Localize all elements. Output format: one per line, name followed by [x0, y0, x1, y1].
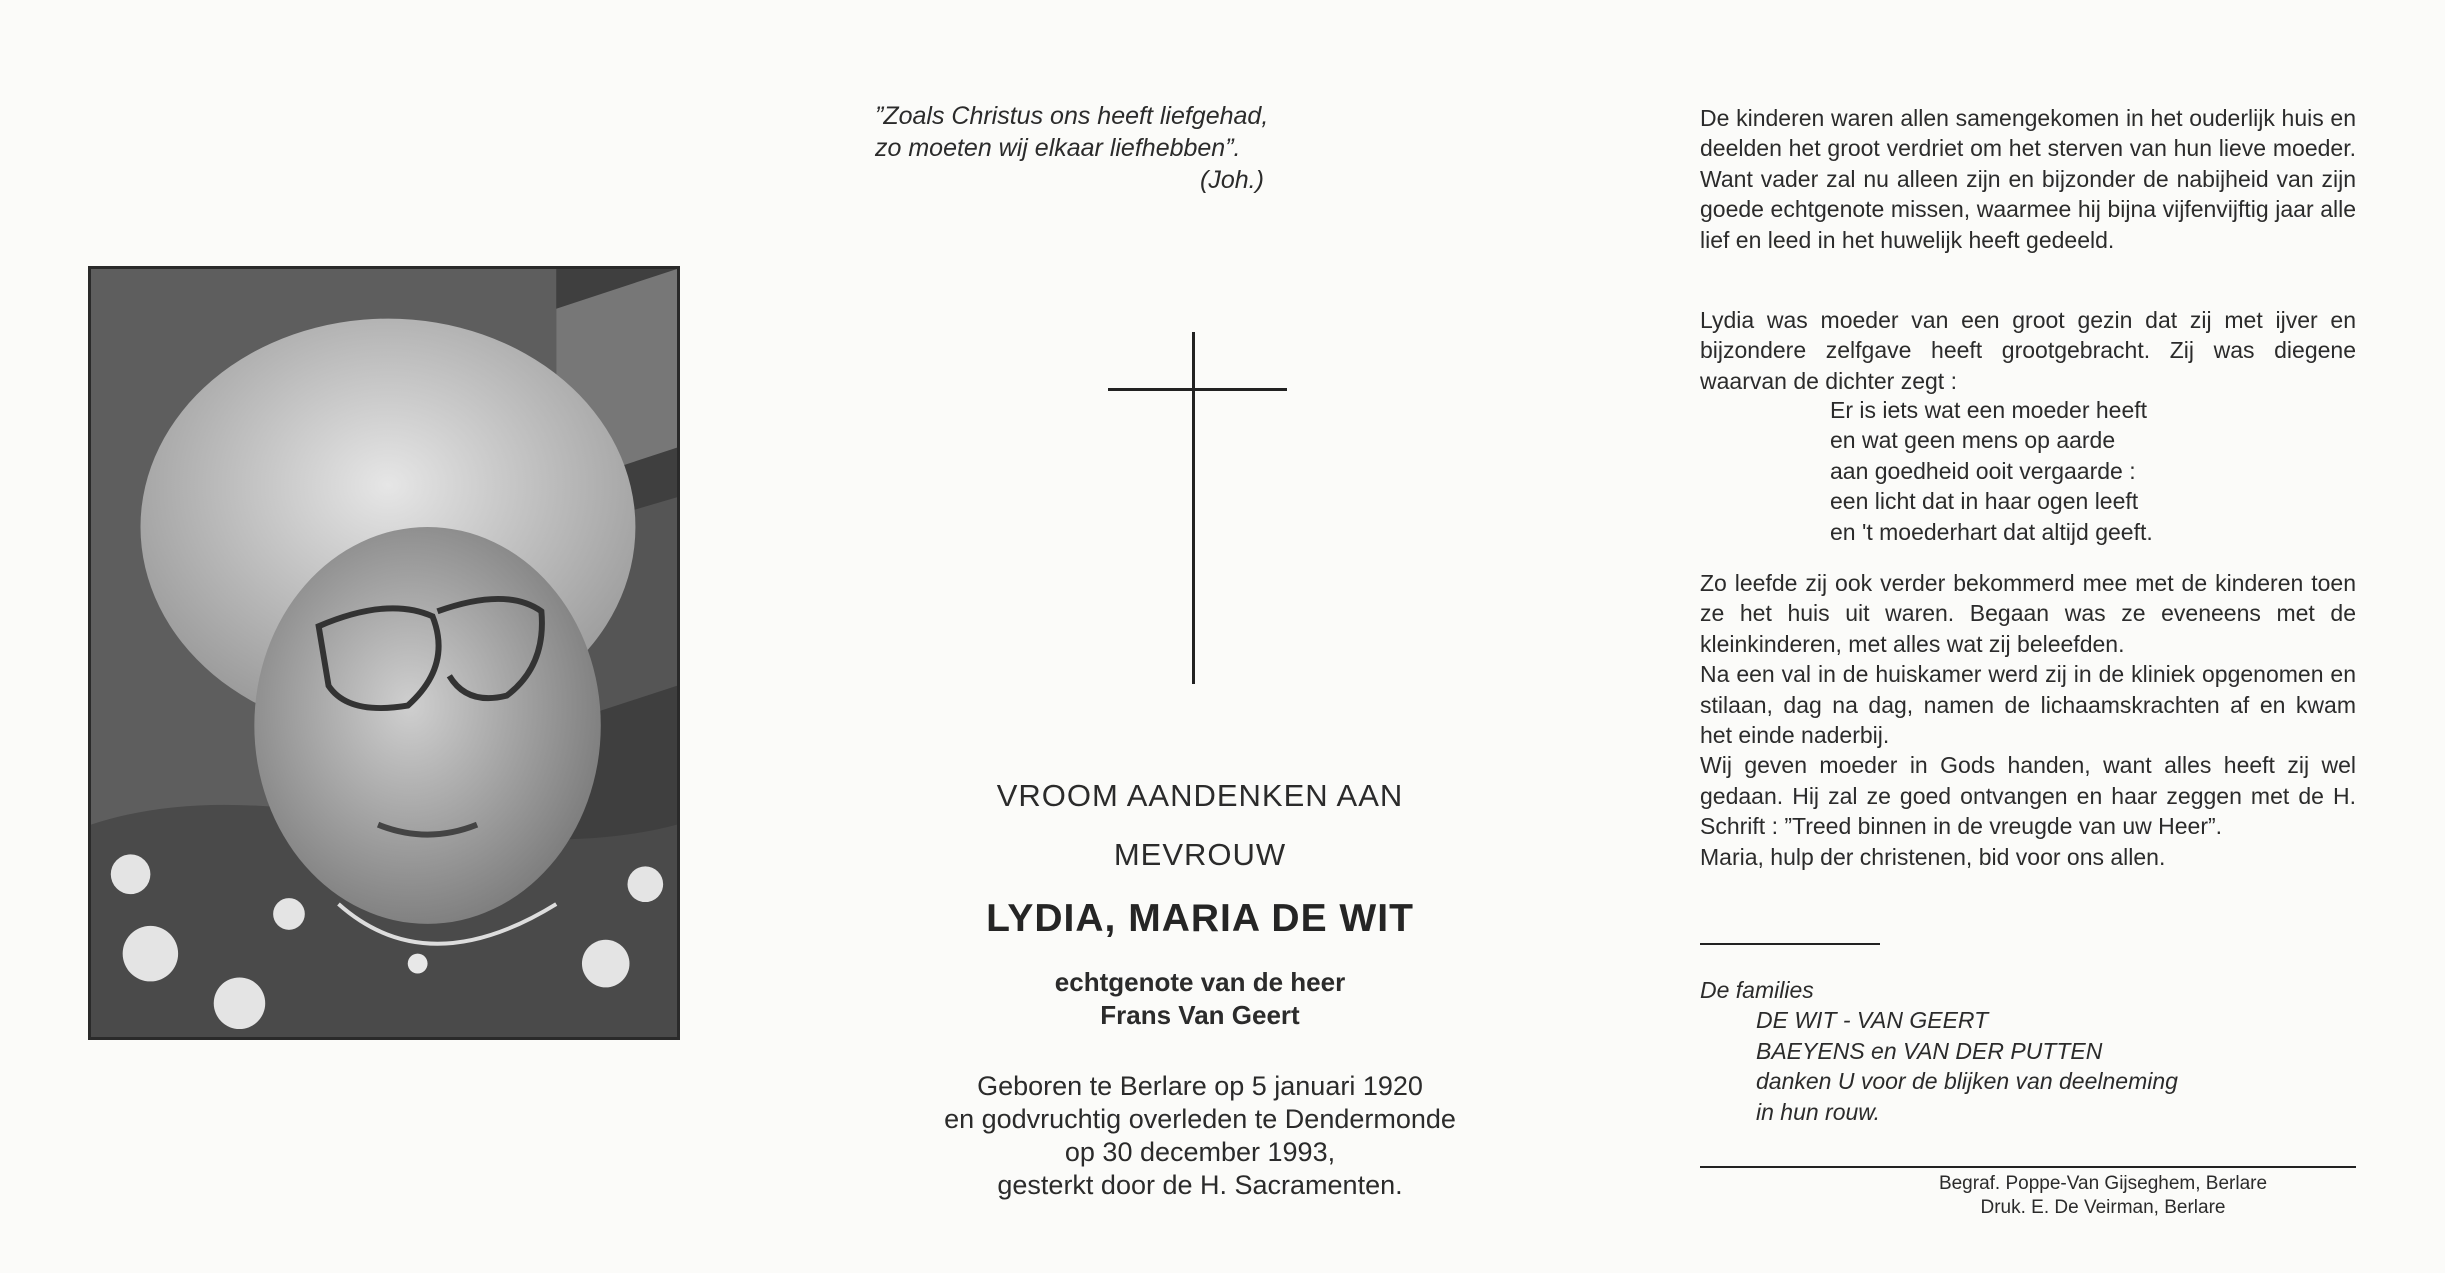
families-line-3: danken U voor de blijken van deelneming	[1756, 1068, 2178, 1095]
families-line-4: in hun rouw.	[1756, 1098, 1881, 1125]
paragraph-5: Wij geven moeder in Gods handen, want alles heeft zij wel gedaan. Hij zal ze goed ontvangen en haar zeggen met de H. Schrift : ”Treed binnen in de vreugde van uw Heer”.	[1700, 752, 2356, 840]
divider	[1700, 943, 1880, 945]
title-heading: MEVROUW	[1113, 837, 1287, 872]
portrait-photo	[88, 266, 680, 1040]
text-paragraph-3	[1700, 568, 2356, 872]
dates-line-3: op 30 december 1993,	[1064, 1137, 1336, 1167]
dates-line-2: en godvruchtig overleden te Dendermonde	[944, 1104, 1456, 1134]
printer-line-1: Begraf. Poppe-Van Gijseghem, Berlare	[1938, 1173, 2268, 1194]
life-dates	[840, 1070, 1560, 1202]
quote-line-2: zo moeten wij elkaar liefhebben”.	[875, 134, 1241, 162]
paragraph-2: Lydia was moeder van een groot gezin dat zij met ijver en bijzondere zelfgave heeft grootgebracht. Zij was diegene waarvan de dichter zegt :	[1700, 307, 2356, 394]
quote-reference: (Joh.)	[1200, 166, 1264, 194]
dates-line-1: Geboren te Berlare op 5 januari 1920	[977, 1071, 1423, 1101]
text-paragraph-2	[1700, 305, 2356, 396]
poem-line: Er is iets wat een moeder heeft	[1830, 397, 2148, 423]
poem-line: een licht dat in haar ogen leeft	[1830, 488, 2139, 515]
paragraph-4: Na een val in de huiskamer werd zij in de kliniek opgenomen en stilaan, dag na dag, namen de lichaamskrachten af en kwam het einde naderbij.	[1700, 661, 2356, 749]
printer-credits	[1700, 1172, 2356, 1220]
families-line-2: BAEYENS en VAN DER PUTTEN	[1756, 1037, 2103, 1064]
cross-icon-bar	[1108, 388, 1287, 391]
families-intro: De families	[1700, 977, 1814, 1003]
paragraph-1: De kinderen waren allen samengekomen in het ouderlijk huis en deelden het groot verdriet om het sterven van hun lieve moeder. Want vader zal nu alleen zijn en bijzonder de nabijheid van zijn goede echtgenote missen, waarmee hij bijna vijfenvijftig jaar alle lief en leed in het huwelijk heeft gedeeld.	[1700, 105, 2356, 253]
families-thanks	[1700, 975, 2178, 1127]
dates-line-4: gesterkt door de H. Sacramenten.	[997, 1170, 1403, 1200]
spouse-line-1: echtgenote van de heer	[1054, 967, 1346, 997]
printer-line-2: Druk. E. De Veirman, Berlare	[1980, 1197, 2226, 1218]
spouse-info	[840, 966, 1560, 1032]
poem	[1830, 395, 2153, 547]
paragraph-6: Maria, hulp der christenen, bid voor ons allen.	[1700, 843, 2166, 870]
spouse-name: Frans Van Geert	[1100, 1000, 1300, 1030]
poem-line: aan goedheid ooit vergaarde :	[1830, 457, 2136, 484]
bible-quote	[875, 100, 1295, 196]
portrait-image	[91, 269, 677, 1037]
divider-bottom	[1700, 1166, 2356, 1168]
poem-line: en wat geen mens op aarde	[1830, 427, 2116, 454]
cross-icon	[1192, 332, 1195, 684]
poem-line: en 't moederhart dat altijd geeft.	[1830, 518, 2153, 545]
deceased-name: LYDIA, MARIA DE WIT	[986, 897, 1414, 940]
memorial-heading: VROOM AANDENKEN AAN	[996, 778, 1404, 813]
text-paragraph-1	[1700, 103, 2356, 255]
paragraph-3: Zo leefde zij ook verder bekommerd mee met de kinderen toen ze het huis uit waren. Begaan was ze eveneens met de kleinkinderen, met alles wat zij beleefden.	[1700, 570, 2356, 657]
quote-line-1: ”Zoals Christus ons heeft liefgehad,	[875, 102, 1269, 130]
families-line-1: DE WIT - VAN GEERT	[1756, 1007, 1989, 1034]
